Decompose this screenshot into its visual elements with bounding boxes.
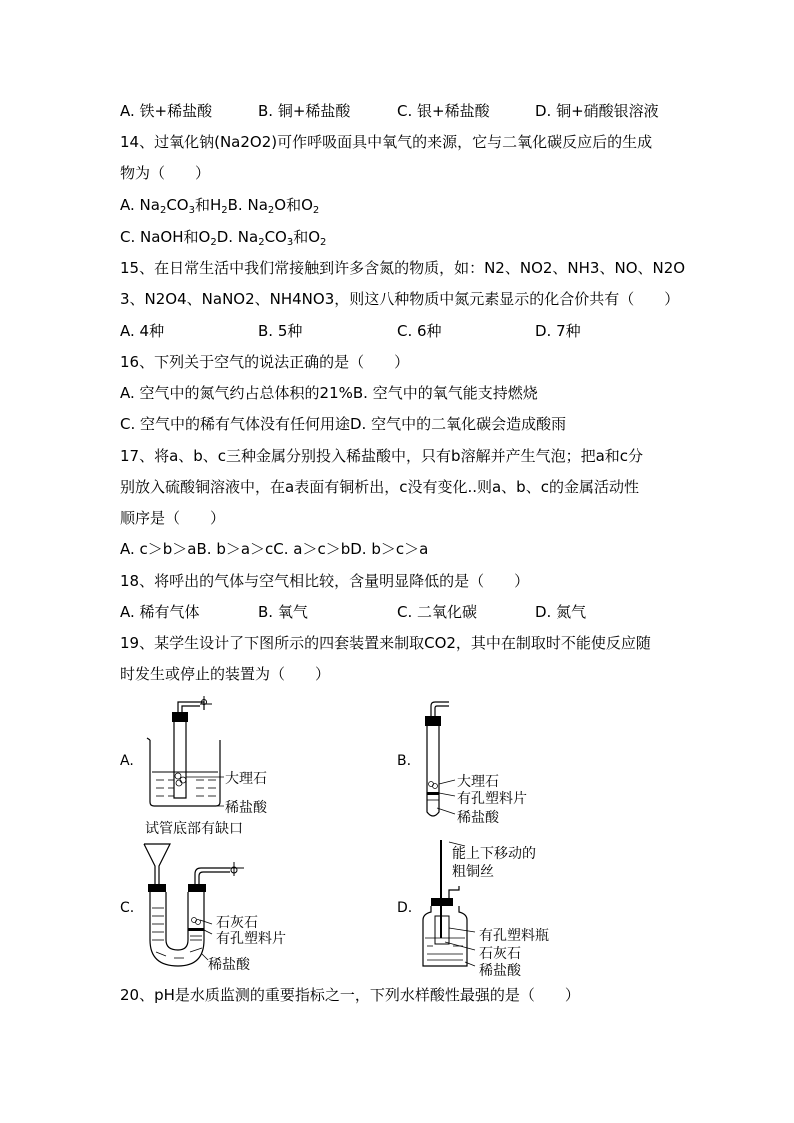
- q14-options-cd: C. NaOH和$O_2D$. $Na_2CO_3$和$O_2$: [120, 228, 327, 248]
- q19-stem-line2: 时发生或停止的装置为（ ）: [120, 665, 331, 683]
- q14-stem-line2: 物为（ ）: [120, 164, 211, 182]
- figure-a-marble-label: 大理石: [225, 771, 267, 787]
- q17-options: A. c＞b＞aB. b＞a＞cC. a＞c＞bD. b＞c＞a: [120, 540, 429, 558]
- figure-b-acid-label: 稀盐酸: [457, 810, 499, 826]
- q13-option-c: C. 银+稀盐酸: [397, 102, 490, 120]
- figure-c-plate-label: 有孔塑料片: [216, 931, 286, 947]
- q14-options-ab: A. $Na_2CO_3$和$H_2B$. $Na_2O$和$O_2$: [120, 196, 320, 216]
- figure-d-wire-label-line2: 粗铜丝: [452, 864, 494, 880]
- figure-d-wire-label-line1: 能上下移动的: [452, 846, 536, 862]
- q15-option-b: B. 5种: [258, 322, 303, 340]
- figure-b-label: B.: [397, 753, 412, 769]
- q17-stem-line3: 顺序是（ ）: [120, 509, 226, 527]
- q18-stem: 18、将呼出的气体与空气相比较，含量明显降低的是（ ）: [120, 572, 530, 590]
- figure-d-acid-label: 稀盐酸: [479, 963, 521, 979]
- q19-stem-line1: 19、某学生设计了下图所示的四套装置来制取CO2，其中在制取时不能使反应随: [120, 634, 651, 652]
- figure-b-plate-label: 有孔塑料片: [457, 791, 527, 807]
- q18-option-c: C. 二氧化碳: [397, 603, 478, 621]
- q20-stem: 20、pH是水质监测的重要指标之一，下列水样酸性最强的是（ ）: [120, 986, 580, 1004]
- figure-c-acid-label: 稀盐酸: [208, 957, 250, 973]
- q17-stem-line2: 别放入硫酸铜溶液中，在a表面有铜析出，c没有变化..则a、b、c的金属活动性: [120, 478, 639, 496]
- figure-d-label: D.: [397, 900, 413, 916]
- figure-a-note: 试管底部有缺口: [145, 821, 243, 837]
- q13-option-a: A. 铁+稀盐酸: [120, 102, 213, 120]
- q15-option-a: A. 4种: [120, 322, 165, 340]
- figure-a-acid-label: 稀盐酸: [225, 800, 267, 816]
- q18-option-b: B. 氧气: [258, 603, 308, 621]
- figure-d-bottle-label: 有孔塑料瓶: [479, 928, 549, 944]
- q15-option-d: D. 7种: [535, 322, 581, 340]
- q15-option-c: C. 6种: [397, 322, 442, 340]
- figure-c-label: C.: [120, 900, 135, 916]
- q13-option-d: D. 铜+硝酸银溶液: [535, 102, 659, 120]
- figure-c-limestone-label: 石灰石: [216, 915, 258, 931]
- q18-option-d: D. 氮气: [535, 603, 587, 621]
- q15-stem-line1: 15、在日常生活中我们常接触到许多含氮的物质，如：N2、NO2、NH3、NO、N2O: [120, 259, 686, 277]
- q16-options-cd: C. 空气中的稀有气体没有任何用途D. 空气中的二氧化碳会造成酸雨: [120, 415, 567, 433]
- q17-stem-line1: 17、将a、b、c三种金属分别投入稀盐酸中，只有b溶解并产生气泡；把a和c分: [120, 447, 644, 465]
- q14-stem-line1: 14、过氧化钠(Na2O2)可作呼吸面具中氧气的来源，它与二氧化碳反应后的生成: [120, 133, 653, 151]
- q13-option-b: B. 铜+稀盐酸: [258, 102, 351, 120]
- figure-b-marble-label: 大理石: [457, 774, 499, 790]
- q16-options-ab: A. 空气中的氮气约占总体积的21%B. 空气中的氧气能支持燃烧: [120, 384, 538, 402]
- q15-stem-line2: 3、N2O4、NaNO2、NH4NO3，则这八种物质中氮元素显示的化合价共有（ ）: [120, 290, 680, 308]
- figure-a-label: A.: [120, 753, 134, 769]
- q16-stem: 16、下列关于空气的说法正确的是（ ）: [120, 353, 410, 371]
- q18-option-a: A. 稀有气体: [120, 603, 200, 621]
- figure-d-limestone-label: 石灰石: [479, 946, 521, 962]
